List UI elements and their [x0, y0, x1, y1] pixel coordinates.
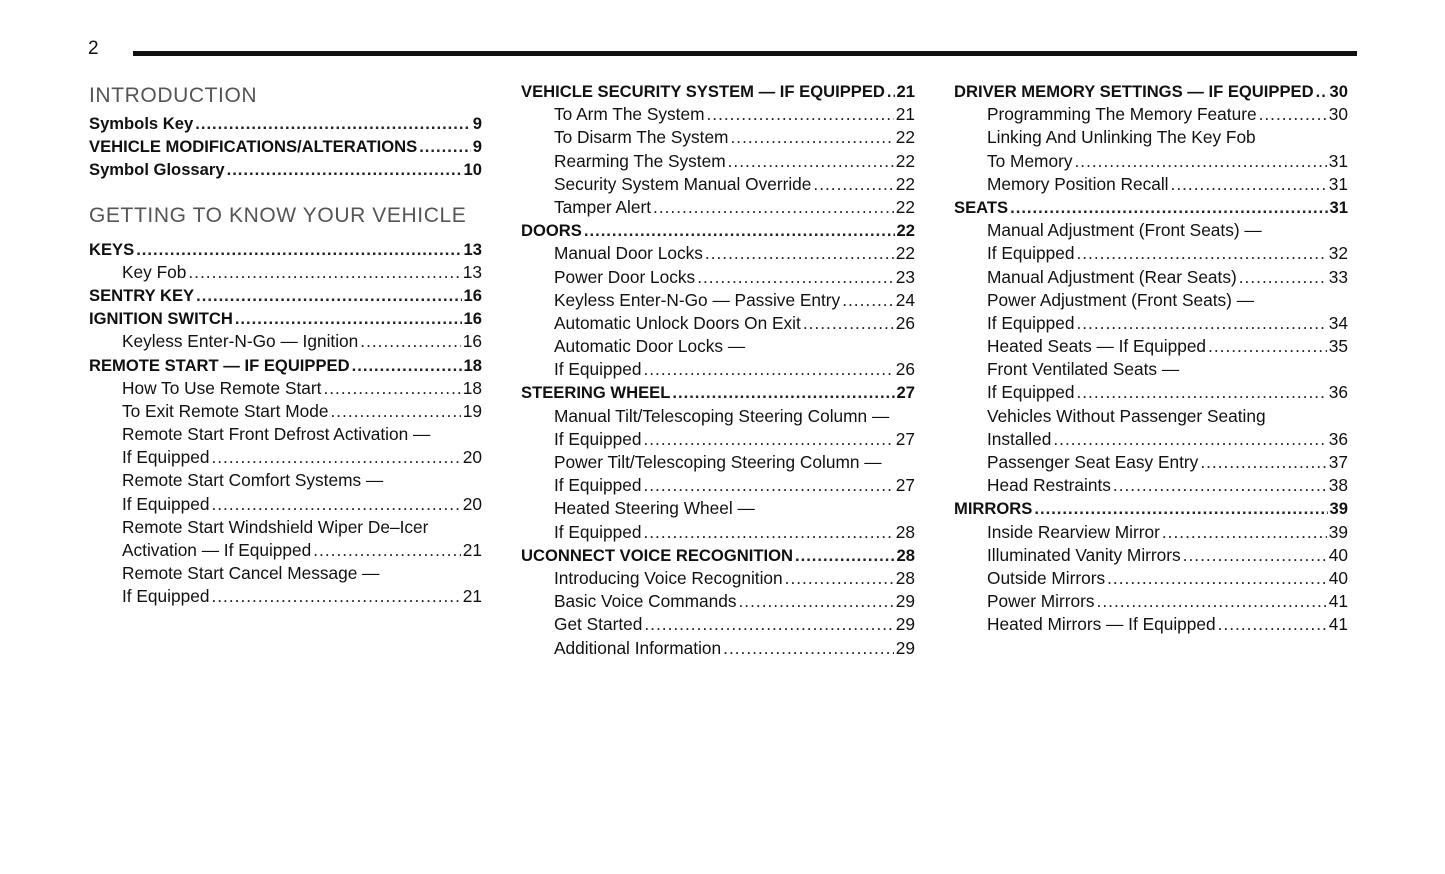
toc-entry-title: If Equipped — [987, 312, 1075, 333]
toc-entry[interactable] — [954, 381, 1348, 404]
dot-leader — [643, 521, 893, 544]
toc-entry — [89, 469, 482, 492]
dot-leader — [795, 544, 895, 567]
toc-entry-title: Heated Steering Wheel — — [554, 498, 755, 519]
toc-entry[interactable] — [954, 312, 1348, 335]
dot-leader — [1183, 544, 1327, 567]
dot-leader — [235, 307, 462, 330]
toc-entry-page: 20 — [462, 493, 482, 514]
toc-entry[interactable] — [954, 103, 1348, 126]
section-heading: INTRODUCTION — [89, 84, 258, 107]
header-rule — [133, 51, 1357, 56]
toc-section-entry[interactable] — [521, 544, 915, 567]
toc-entry-title: Power Adjustment (Front Seats) — — [987, 289, 1254, 310]
toc-entry-title: Passenger Seat Easy Entry — [987, 452, 1199, 472]
dot-leader — [196, 284, 461, 307]
toc-entry-page: 40 — [1328, 567, 1348, 588]
toc-entry-page: 16 — [462, 331, 482, 352]
toc-entry[interactable] — [954, 266, 1348, 289]
toc-entry-title: To Disarm The System — [554, 127, 729, 148]
toc-entry-page: 36 — [1328, 382, 1348, 403]
toc-entry-page: 22 — [895, 243, 915, 264]
toc-entry-title: How To Use Remote Start — [122, 377, 322, 398]
toc-entry[interactable] — [89, 539, 482, 562]
dot-leader — [188, 261, 460, 284]
toc-entry-page: 28 — [895, 567, 915, 588]
dot-leader — [813, 173, 893, 196]
toc-entry-title: Installed — [987, 428, 1052, 449]
toc-entry-page: 30 — [1329, 82, 1348, 101]
toc-entry-title: If Equipped — [122, 586, 210, 607]
toc-entry-page: 21 — [896, 82, 915, 101]
dot-leader — [1200, 451, 1326, 474]
toc-entry — [954, 405, 1348, 428]
toc-entry-page: 13 — [463, 239, 482, 259]
toc-entry-title: MIRRORS — [954, 499, 1033, 519]
toc-entry-title: Inside Rearview Mirror — [987, 521, 1160, 542]
toc-section-entry[interactable] — [89, 112, 482, 135]
toc-entry-title: Head Restraints — [987, 475, 1111, 496]
toc-entry-title: Symbols Key — [89, 114, 194, 133]
dot-leader — [1316, 80, 1328, 103]
toc-entry — [954, 219, 1348, 242]
toc-entry-title: Rearming The System — [554, 150, 726, 171]
toc-entry-page: 41 — [1328, 614, 1348, 635]
toc-entry-title: VEHICLE MODIFICATIONS/ALTERATIONS — [89, 137, 418, 157]
toc-entry-page: 28 — [896, 545, 915, 565]
toc-entry[interactable] — [954, 150, 1348, 173]
toc-entry-title: If Equipped — [987, 382, 1075, 403]
dot-leader — [706, 103, 893, 126]
toc-entry-page: 33 — [1328, 266, 1348, 287]
toc-entry[interactable] — [954, 544, 1348, 567]
toc-section-entry[interactable] — [954, 196, 1348, 219]
toc-entry[interactable] — [521, 289, 915, 312]
section-heading: GETTING TO KNOW YOUR VEHICLE — [89, 203, 467, 227]
dot-leader — [1259, 103, 1327, 126]
toc-entry[interactable] — [521, 358, 915, 381]
toc-entry-title: Remote Start Front Defrost Activation — — [122, 424, 431, 445]
toc-entry-title: If Equipped — [122, 493, 210, 514]
toc-entry-title: Power Door Locks — [554, 266, 696, 287]
toc-entry — [89, 562, 482, 585]
dot-leader — [584, 219, 895, 242]
toc-entry-title: Programming The Memory Feature — [987, 104, 1257, 125]
toc-entry-page: 37 — [1328, 452, 1348, 472]
toc-entry-title: VEHICLE SECURITY SYSTEM — IF EQUIPPED — [521, 82, 885, 101]
dot-leader — [1010, 196, 1327, 219]
dot-leader — [643, 428, 893, 451]
toc-entry[interactable] — [521, 590, 915, 613]
toc-entry-page: 24 — [895, 289, 915, 310]
toc-entry-title: Security System Manual Override — [554, 173, 812, 194]
toc-entry-title: Key Fob — [122, 261, 187, 282]
toc-entry — [954, 358, 1348, 381]
toc-entry-title: UCONNECT VOICE RECOGNITION — [521, 545, 793, 565]
toc-entry-title: Keyless Enter-N-Go — Ignition — [122, 331, 359, 352]
toc-entry — [521, 497, 915, 520]
toc-entry-page: 32 — [1328, 243, 1348, 264]
toc-entry[interactable] — [954, 428, 1348, 451]
toc-entry-title: Heated Mirrors — If Equipped — [987, 614, 1216, 635]
toc-section-entry[interactable] — [89, 354, 482, 377]
dot-leader — [643, 358, 893, 381]
dot-leader — [1239, 266, 1327, 289]
dot-leader — [1171, 173, 1327, 196]
toc-entry[interactable] — [89, 585, 482, 608]
toc-entry[interactable] — [89, 261, 482, 284]
toc-entry-title: Remote Start Windshield Wiper De–Icer — [122, 516, 429, 537]
toc-section-entry[interactable] — [89, 238, 482, 261]
toc-entry-page: 39 — [1329, 499, 1348, 519]
dot-leader — [1162, 521, 1327, 544]
toc-entry-page: 30 — [1328, 104, 1348, 125]
toc-section-entry[interactable] — [521, 381, 915, 404]
toc-entry[interactable] — [521, 266, 915, 289]
toc-entry-page: 18 — [463, 355, 482, 375]
toc-entry-title: To Arm The System — [554, 104, 705, 125]
dot-leader — [136, 238, 461, 261]
toc-entry[interactable] — [89, 446, 482, 469]
toc-entry-page: 27 — [895, 475, 915, 496]
toc-entry-title: Additional Information — [554, 637, 722, 658]
dot-leader — [195, 112, 471, 135]
dot-leader — [723, 637, 894, 660]
dot-leader — [313, 539, 461, 562]
toc-entry[interactable] — [954, 521, 1348, 544]
toc-entry[interactable] — [954, 590, 1348, 613]
toc-entry[interactable] — [521, 613, 915, 636]
toc-entry-page: 40 — [1328, 544, 1348, 565]
dot-leader — [887, 80, 895, 103]
toc-entry-page: 19 — [462, 400, 482, 421]
toc-entry-title: KEYS — [89, 239, 135, 259]
toc-entry[interactable] — [954, 173, 1348, 196]
dot-leader — [331, 400, 461, 423]
dot-leader — [644, 613, 893, 636]
toc-entry-page: 20 — [462, 447, 482, 468]
dot-leader — [211, 446, 460, 469]
toc-entry-title: STEERING WHEEL — [521, 383, 671, 403]
toc-entry-page: 22 — [895, 173, 915, 194]
dot-leader — [360, 330, 460, 353]
toc-entry-title: Manual Tilt/Telescoping Steering Column — — [554, 405, 890, 426]
toc-entry-title: If Equipped — [554, 359, 642, 380]
dot-leader — [728, 150, 894, 173]
dot-leader — [1097, 590, 1327, 613]
toc-entry-page: 9 — [472, 114, 482, 133]
dot-leader — [643, 474, 893, 497]
toc-entry-title: Keyless Enter-N-Go — Passive Entry — [554, 289, 841, 310]
toc-entry-page: 21 — [895, 104, 915, 125]
toc-entry — [521, 335, 915, 358]
toc-section-entry[interactable] — [954, 497, 1348, 520]
toc-entry-page: 41 — [1328, 591, 1348, 612]
dot-leader — [672, 381, 894, 404]
toc-entry-title: Tamper Alert — [554, 196, 652, 217]
toc-entry[interactable] — [954, 474, 1348, 497]
dot-leader — [1076, 242, 1326, 265]
toc-entry-title: Introducing Voice Recognition — [554, 567, 783, 588]
toc-entry-title: Memory Position Recall — [987, 173, 1169, 194]
toc-entry[interactable] — [521, 637, 915, 660]
toc-entry-page: 22 — [895, 150, 915, 171]
toc-entry[interactable] — [521, 428, 915, 451]
toc-entry — [521, 405, 915, 428]
toc-entry[interactable] — [89, 377, 482, 400]
toc-entry-title: Linking And Unlinking The Key Fob — [987, 127, 1256, 148]
toc-entry-page: 22 — [895, 196, 915, 217]
toc-entry-page: 26 — [895, 359, 915, 380]
toc-entry[interactable] — [521, 242, 915, 265]
toc-column-2 — [521, 80, 915, 660]
dot-leader — [803, 312, 894, 335]
dot-leader — [653, 196, 894, 219]
toc-entry-title: Get Started — [554, 614, 643, 635]
toc-entry-page: 31 — [1328, 150, 1348, 171]
toc-entry-page: 38 — [1328, 475, 1348, 496]
toc-entry-title: Illuminated Vanity Mirrors — [987, 544, 1181, 565]
toc-entry-title: Remote Start Comfort Systems — — [122, 470, 384, 491]
toc-entry[interactable] — [89, 493, 482, 516]
dot-leader — [419, 135, 471, 158]
toc-entry-title: If Equipped — [554, 475, 642, 496]
toc-entry[interactable] — [89, 400, 482, 423]
toc-entry-title: SEATS — [954, 197, 1009, 217]
toc-entry-title: DOORS — [521, 221, 582, 241]
toc-entry-title: Symbol Glossary — [89, 160, 225, 180]
dot-leader — [697, 266, 894, 289]
toc-entry[interactable] — [521, 521, 915, 544]
toc-entry-page: 18 — [462, 377, 482, 398]
toc-entry-title: To Memory — [987, 150, 1073, 171]
toc-entry-page: 31 — [1328, 173, 1348, 194]
dot-leader — [1113, 474, 1327, 497]
toc-entry-title: SENTRY KEY — [89, 285, 195, 305]
dot-leader — [739, 590, 894, 613]
toc-entry-page: 27 — [896, 383, 915, 403]
toc-entry-title: Outside Mirrors — [987, 567, 1106, 588]
toc-entry-page: 26 — [895, 312, 915, 333]
toc-entry[interactable] — [521, 103, 915, 126]
page-number: 2 — [88, 38, 99, 59]
toc-entry-title: Power Tilt/Telescoping Steering Column — — [554, 452, 882, 472]
toc-section-entry[interactable] — [89, 135, 482, 158]
dot-leader — [1053, 428, 1326, 451]
toc-entry-title: Automatic Door Locks — — [554, 336, 746, 357]
dot-leader — [1076, 381, 1326, 404]
toc-entry-page: 28 — [895, 521, 915, 542]
toc-section-entry[interactable] — [89, 158, 482, 181]
toc-column-1 — [89, 80, 482, 609]
toc-entry-page: 21 — [462, 540, 482, 560]
toc-entry-title: REMOTE START — IF EQUIPPED — [89, 355, 350, 375]
toc-section-entry[interactable] — [521, 219, 915, 242]
toc-entry[interactable] — [521, 312, 915, 335]
toc-entry-page: 29 — [895, 637, 915, 658]
toc-entry-page: 31 — [1329, 197, 1348, 217]
dot-leader — [705, 242, 894, 265]
toc-entry-page: 29 — [895, 591, 915, 612]
toc-entry[interactable] — [521, 126, 915, 149]
toc-entry-title: If Equipped — [554, 521, 642, 542]
toc-entry-page: 13 — [462, 261, 482, 282]
toc-entry-page: 29 — [895, 614, 915, 635]
toc-entry-title: To Exit Remote Start Mode — [122, 400, 329, 421]
toc-entry-page: 21 — [462, 586, 482, 607]
toc-entry[interactable] — [521, 474, 915, 497]
toc-entry-title: Activation — If Equipped — [122, 540, 312, 560]
toc-entry-page: 23 — [895, 266, 915, 287]
toc-entry-page: 35 — [1328, 336, 1348, 357]
toc-entry-title: Automatic Unlock Doors On Exit — [554, 312, 801, 333]
dot-leader — [1034, 497, 1327, 520]
toc-entry-page: 16 — [463, 285, 482, 305]
toc-entry-title: If Equipped — [987, 243, 1075, 264]
toc-entry-page: 36 — [1328, 428, 1348, 449]
toc-entry[interactable] — [89, 330, 482, 353]
toc-entry-title: Manual Door Locks — [554, 243, 703, 264]
toc-entry[interactable] — [521, 150, 915, 173]
dot-leader — [227, 158, 462, 181]
toc-section-entry[interactable] — [521, 80, 915, 103]
toc-entry-title: Manual Adjustment (Rear Seats) — [987, 266, 1237, 287]
dot-leader — [1074, 150, 1326, 173]
toc-entry[interactable] — [954, 567, 1348, 590]
toc-entry-page: 39 — [1328, 521, 1348, 542]
toc-entry-title: Heated Seats — If Equipped — [987, 336, 1207, 357]
toc-section-entry[interactable] — [954, 80, 1348, 103]
toc-entry[interactable] — [954, 335, 1348, 358]
toc-entry-title: IGNITION SWITCH — [89, 309, 233, 329]
dot-leader — [211, 585, 460, 608]
dot-leader — [842, 289, 894, 312]
toc-entry-page: 10 — [463, 160, 482, 180]
toc-entry-title: If Equipped — [122, 447, 210, 468]
toc-entry-page: 34 — [1328, 312, 1348, 333]
toc-entry-page: 9 — [472, 137, 482, 157]
toc-entry-title: Remote Start Cancel Message — — [122, 563, 380, 584]
toc-entry[interactable] — [954, 242, 1348, 265]
dot-leader — [1218, 613, 1327, 636]
toc-entry-title: Manual Adjustment (Front Seats) — — [987, 220, 1262, 241]
toc-entry-title: Front Ventilated Seats — — [987, 359, 1180, 380]
toc-entry-title: Vehicles Without Passenger Seating — [987, 405, 1266, 426]
toc-entry[interactable] — [521, 196, 915, 219]
toc-section-entry[interactable] — [89, 284, 482, 307]
toc-entry[interactable] — [521, 173, 915, 196]
dot-leader — [1107, 567, 1327, 590]
toc-entry — [89, 423, 482, 446]
toc-entry — [89, 516, 482, 539]
dot-leader — [730, 126, 893, 149]
dot-leader — [1076, 312, 1326, 335]
dot-leader — [785, 567, 894, 590]
toc-entry-page: 16 — [463, 309, 482, 329]
toc-entry — [521, 451, 915, 474]
toc-entry-page: 22 — [896, 221, 915, 241]
toc-entry-page: 27 — [895, 428, 915, 449]
toc-entry[interactable] — [521, 567, 915, 590]
toc-entry-title: DRIVER MEMORY SETTINGS — IF EQUIPPED — [954, 82, 1314, 101]
dot-leader — [352, 354, 462, 377]
toc-entry-title: Power Mirrors — [987, 591, 1095, 612]
toc-entry-page: 22 — [895, 127, 915, 148]
toc-section-entry[interactable] — [89, 307, 482, 330]
toc-column-3 — [954, 80, 1348, 637]
dot-leader — [211, 493, 460, 516]
toc-entry[interactable] — [954, 613, 1348, 636]
toc-entry — [954, 126, 1348, 149]
toc-entry-title: Basic Voice Commands — [554, 591, 737, 612]
toc-entry — [954, 289, 1348, 312]
dot-leader — [323, 377, 460, 400]
toc-entry[interactable] — [954, 451, 1348, 474]
toc-entry-title: If Equipped — [554, 428, 642, 449]
dot-leader — [1208, 335, 1327, 358]
